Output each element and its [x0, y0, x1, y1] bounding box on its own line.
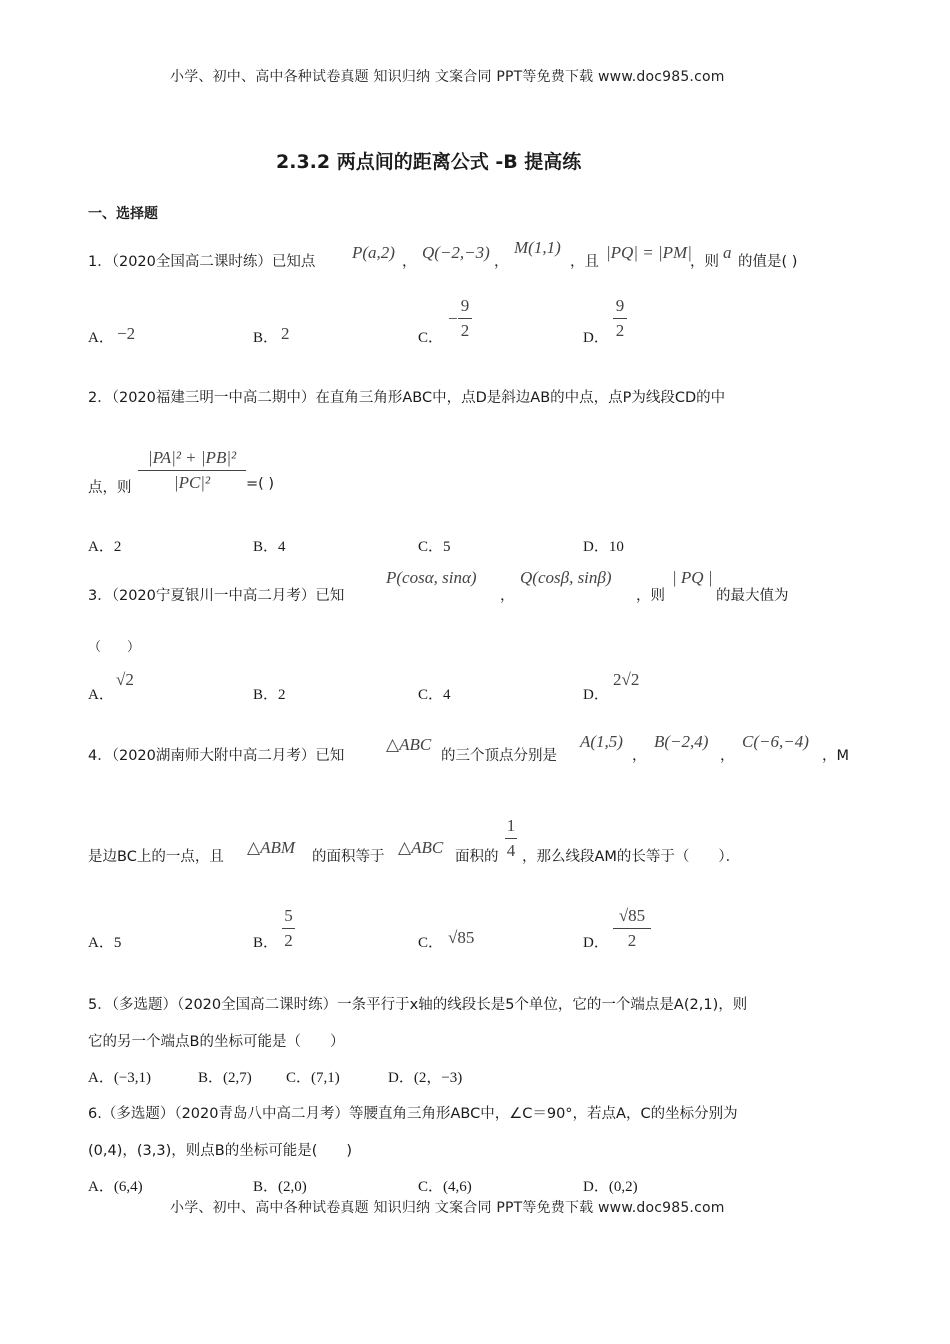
q3-point-q: Q(cosβ, sinβ): [520, 568, 612, 587]
q1-option-a-value: −2: [117, 324, 136, 343]
q3-text-a: 3．（2020宁夏银川一中高二月考）已知: [88, 588, 345, 604]
q3-option-a-value: √2: [116, 670, 134, 689]
q4-line2-c: 面积的: [455, 849, 499, 865]
q3-mid: ，则: [636, 588, 665, 604]
q1-option-b-label: B．: [253, 330, 279, 346]
q3-option-d-value: 2√2: [613, 670, 640, 689]
q1-option-c-den: 2: [460, 321, 470, 340]
q2-option-b: B．4: [253, 539, 286, 555]
page-header: 小学、初中、高中各种试卷真题 知识归纳 文案合同 PPT等免费下载 www.doc985.com: [170, 69, 725, 85]
q4-line2-b: 的面积等于: [312, 849, 385, 865]
q2-text-a: 2．（2020福建三明一中高二期中）在直角三角形ABC中，点D是斜边AB的中点，点P为线段CD的中: [88, 390, 726, 406]
q1-option-d-num: 9: [615, 296, 625, 315]
q4-line2-d: ，那么线段AM的长等于（ ）．: [522, 849, 741, 865]
q4-option-b-den: 2: [284, 931, 293, 950]
q4-text-b: 的三个顶点分别是: [441, 748, 557, 764]
q2-option-a: A．2: [88, 539, 122, 555]
q1-text-b: 的值是( ): [738, 254, 798, 270]
q4-option-c-value: √85: [448, 928, 475, 947]
q1-mid: ，则: [690, 254, 719, 270]
q4-option-a: A．5: [88, 935, 122, 951]
q1-option-d-den: 2: [615, 321, 625, 340]
q3-option-b: B．2: [253, 687, 286, 703]
q1-option-a-label: A．: [88, 330, 114, 346]
q1-text-a: 1．（2020全国高二课时练）已知点: [88, 254, 316, 270]
section-heading: 一、选择题: [88, 206, 158, 222]
q6-option-b: B．(2,0): [253, 1179, 307, 1195]
q3-option-a-label: A．: [88, 687, 114, 703]
q4-point-b: B(−2,4): [654, 732, 709, 751]
q4-option-d-num: √85: [618, 906, 646, 925]
q4-point-c: C(−6,−4): [742, 732, 809, 751]
q4-option-b-num: 5: [284, 906, 293, 925]
q1-point-q: Q(−2,−3): [422, 243, 490, 262]
q1-option-c-num: 9: [460, 296, 470, 315]
q4-comma-2: ，: [720, 748, 735, 764]
q1-cond-prefix: ，且: [570, 254, 599, 270]
q1-option-c-label: C．: [418, 330, 444, 346]
q5-option-d: D．(2，−3): [388, 1070, 463, 1086]
q1-comma-2: ，: [494, 254, 509, 270]
q1-point-p: P(a,2): [352, 243, 395, 262]
q4-option-b-fraction: [282, 906, 295, 951]
q3-option-d-label: D．: [583, 687, 609, 703]
q4-triangle: △ABC: [386, 735, 432, 754]
q5-line-2: 它的另一个端点B的坐标可能是（ ）: [88, 1034, 345, 1050]
q3-paren: （ ）: [88, 640, 141, 655]
q4-text-c: ，M: [822, 748, 850, 764]
q3-text-b: 的最大值为: [716, 588, 789, 604]
q4-option-d-fraction: [613, 906, 651, 951]
q3-pq: | PQ |: [672, 568, 713, 587]
q6-option-a: A．(6,4): [88, 1179, 143, 1195]
q5-option-b: B．(2,7): [198, 1070, 252, 1086]
q6-option-c: C．(4,6): [418, 1179, 472, 1195]
q2-text-c: =( ): [246, 476, 275, 492]
q2-frac-num: |PA|² + |PB|²: [147, 448, 237, 467]
q3-point-p: P(cosα, sinα): [386, 568, 477, 587]
q4-fraction: [505, 816, 517, 861]
q4-text-a: 4．（2020湖南师大附中高二月考）已知: [88, 748, 345, 764]
q4-option-c-label: C．: [418, 935, 444, 951]
q2-text-b: 点，则: [88, 480, 132, 496]
q6-option-d: D．(0,2): [583, 1179, 638, 1195]
q1-option-d-fraction: [613, 296, 627, 341]
q2-fraction: [138, 448, 246, 493]
q6-line-1: 6.（多选题）（2020青岛八中高二月考）等腰直角三角形ABC中，∠C＝90°，若点A，C的坐标分别为: [88, 1106, 738, 1122]
q6-line-2: (0,4)，(3,3)，则点B的坐标可能是( ): [88, 1143, 353, 1159]
q4-point-a: A(1,5): [580, 732, 623, 751]
q1-comma-1: ，: [402, 254, 417, 270]
q4-frac-den: 4: [506, 841, 516, 860]
q4-comma-1: ，: [632, 748, 647, 764]
q5-option-c: C．(7,1): [286, 1070, 340, 1086]
page-title: 2.3.2 两点间的距离公式 -B 提高练: [276, 151, 582, 173]
q1-variable: a: [723, 243, 732, 262]
q4-line2-a: 是边BC上的一点，且: [88, 849, 224, 865]
q4-option-d-label: D．: [583, 935, 609, 951]
q1-option-d-label: D．: [583, 330, 609, 346]
q1-option-c-fraction: [458, 296, 472, 341]
q3-option-c: C．4: [418, 687, 451, 703]
q4-triangle-abm: △ABM: [247, 838, 296, 857]
q5-option-a: A．(−3,1): [88, 1070, 152, 1086]
q4-option-d-den: 2: [627, 931, 637, 950]
q5-line-1: 5．（多选题）（2020全国高二课时练）一条平行于x轴的线段长是5个单位，它的一个端点是A(2,1)，则: [88, 997, 748, 1013]
q1-condition: |PQ| = |PM|: [606, 243, 692, 262]
page-footer: 小学、初中、高中各种试卷真题 知识归纳 文案合同 PPT等免费下载 www.doc985.com: [170, 1200, 725, 1216]
q4-frac-num: 1: [506, 816, 516, 835]
q2-option-d: D．10: [583, 539, 624, 555]
q3-comma: ，: [500, 588, 515, 604]
q1-option-c-sign: −: [448, 309, 458, 328]
q2-frac-den: |PC|²: [173, 473, 211, 492]
q1-point-m: M(1,1): [514, 238, 561, 257]
q1-option-b-value: 2: [281, 324, 290, 343]
q2-option-c: C．5: [418, 539, 451, 555]
q4-option-b-label: B．: [253, 935, 279, 951]
q4-triangle-abc: △ABC: [398, 838, 444, 857]
